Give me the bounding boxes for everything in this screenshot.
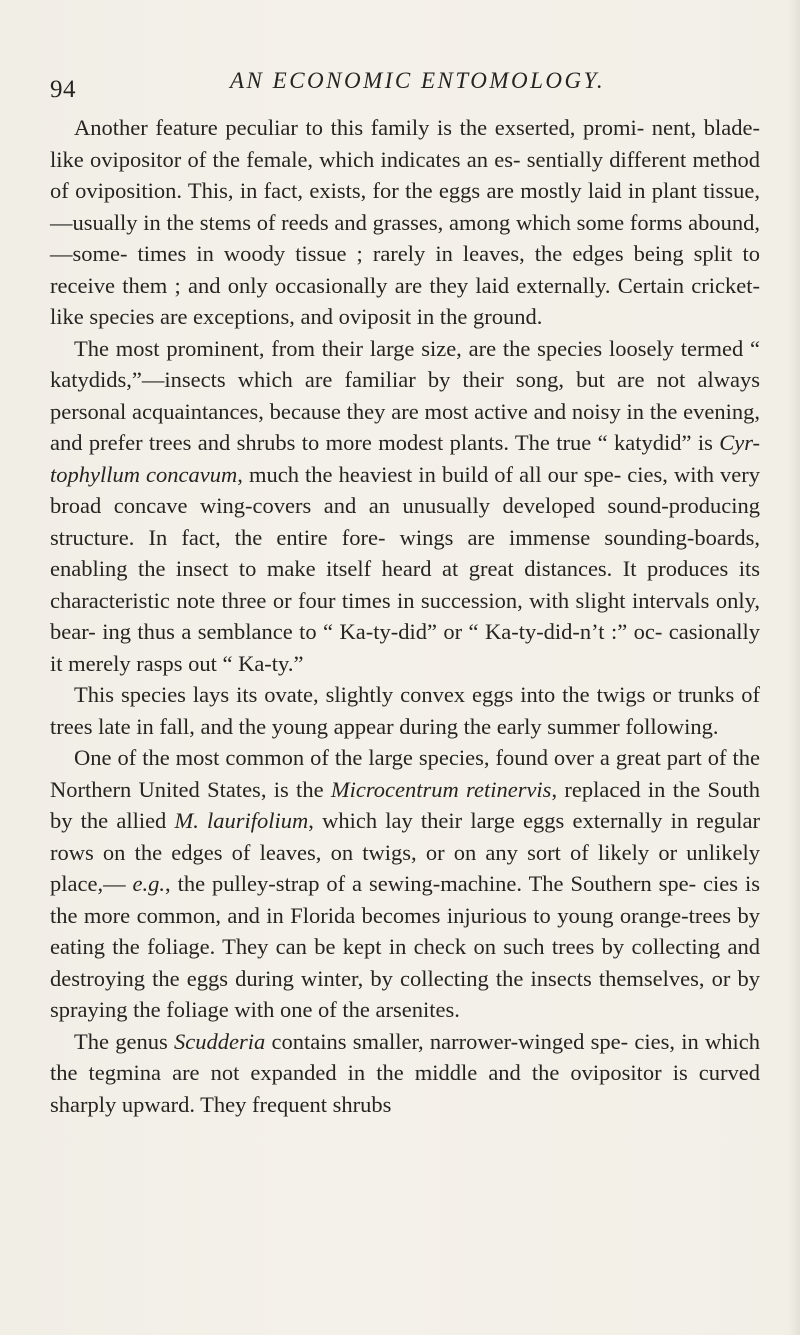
running-head: AN ECONOMIC ENTOMOLOGY. [230,68,606,93]
paragraph-katydids [50,333,760,680]
page-header [50,68,760,108]
paragraph-text: The most prominent, from their large size, are the species loosely termed “ katydids,”—insects which are familiar by their song, but are not always personal acquaintances, because they are most active and noisy in the evening, and prefer trees and shrubs to more modest plants. The true “ katydid” is [50,335,760,455]
paragraph-text: , much the heaviest in build of all our spe- cies, with very broad concave wing-covers and an unusually developed sound-producing structure. In fact, the entire fore- wings are immense sounding-boards, enabling the insect to make itself heard at great distances. It produces its characteristic note three or four times in succession, with slight intervals only, bear- ing thus a semblance to “ Ka-ty-did” or “ Ka-ty-did-n’t :” oc- casionally it merely rasps out “ Ka-ty.” [50,461,761,676]
genus-name: Scudderia [173,1028,266,1054]
paragraph-ovipositor: Another feature peculiar to this family is the exserted, promi- nent, blade-like ovipositor of the female, which indicates an es- sentially different method of oviposition. This, in fact, exists, for the eggs are mostly laid in plant tissue,—usually in the stems of reeds and grasses, among which some forms abound,—some- times in woody tissue ; rarely in leaves, the edges being split to receive them ; and only occasionally are they laid externally. Certain cricket-like species are exceptions, and oviposit in the ground. [50,115,760,329]
paragraph-text: contains smaller, narrower-winged spe- cies, in which the tegmina are not expanded in the middle and the ovipositor is curved sharply upward. They frequent shrubs [50,1028,760,1117]
paragraph-egg-laying: This species lays its ovate, slightly convex eggs into the twigs or trunks of trees late in fall, and the young appear during the early summer following. [50,682,760,739]
paragraph-text: , replaced in the South by the allied [50,776,760,833]
paragraph-text: The genus [74,1028,174,1054]
species-name: Microcentrum retinervis [330,776,552,802]
paragraph-microcentrum [50,742,760,1026]
paragraph-text: One of the most common of the large species, found over a great part of the Northern United States, is the [50,745,760,802]
body-text [50,112,760,1120]
paragraph-scudderia [50,1026,760,1121]
species-name: Cyr- tophyllum concavum [50,430,760,487]
page-edge-shadow [788,0,800,1335]
abbreviation-eg: e.g. [132,871,166,896]
species-name: M. laurifolium [174,808,309,833]
paragraph-text: , which lay their large eggs externally in regular rows on the edges of leaves, on twigs, or on any sort of likely or unlikely place,— [50,808,760,896]
page-number: 94 [50,76,76,103]
paragraph-text: , the pulley-strap of a sewing-machine. The Southern spe- cies is the more common, and in Florida becomes injurious to young orange-trees by eating the foliage. They can be kept in check on such trees by collecting and destroying the eggs during winter, by collecting the insects themselves, or by spraying the foliage with one of the arsenites. [50,871,760,1022]
